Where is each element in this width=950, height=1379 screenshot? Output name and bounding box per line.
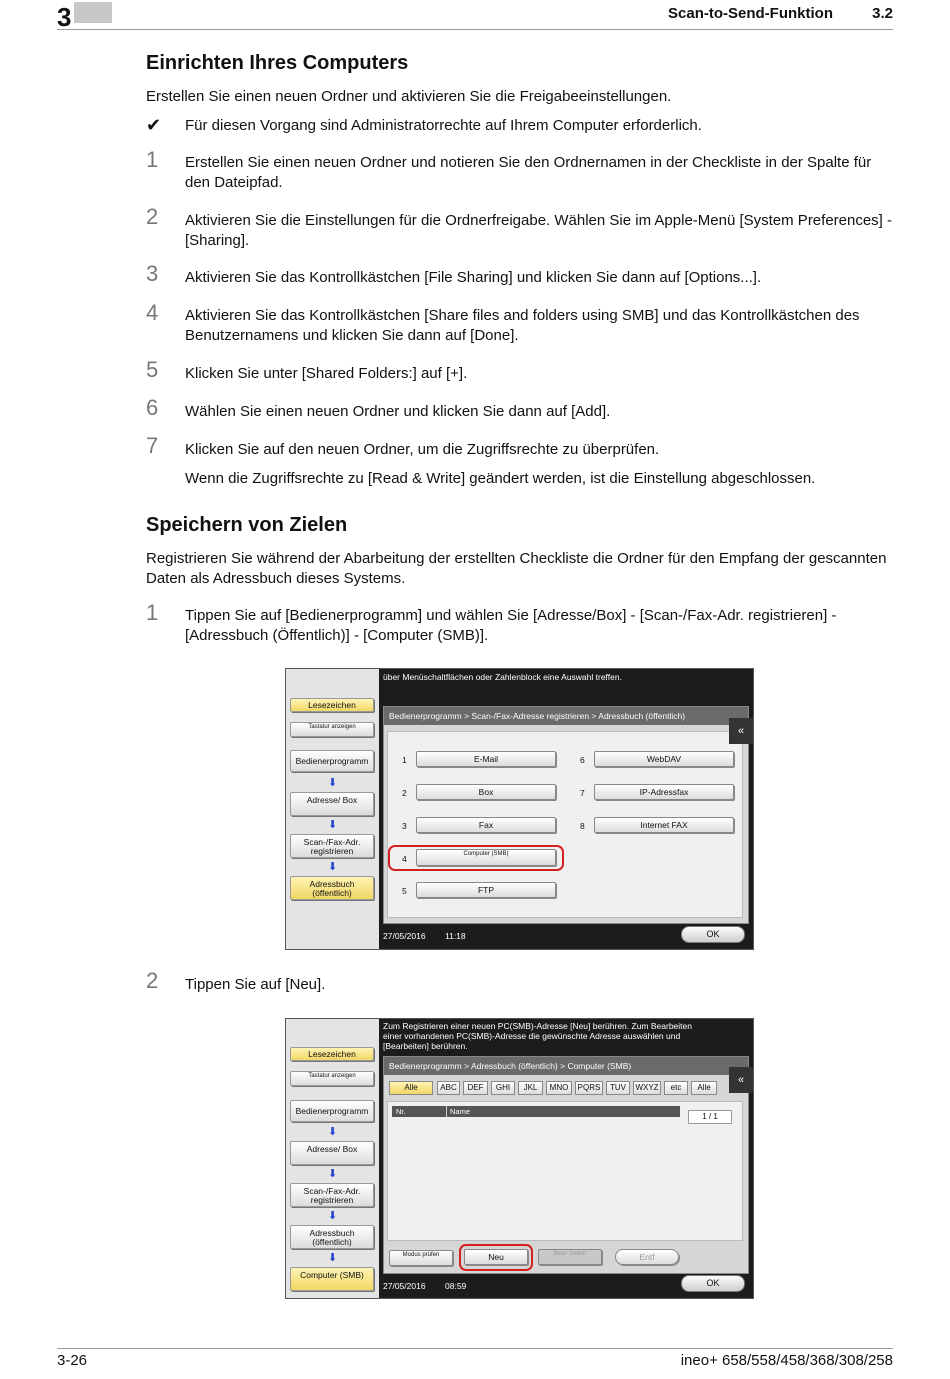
tab-alle-2[interactable]: Alle (691, 1081, 717, 1095)
keyboard-button[interactable]: Tastatur anzeigen (290, 1071, 374, 1086)
tab-abc[interactable]: ABC (437, 1081, 460, 1095)
nav-scan-fax[interactable]: Scan-/Fax-Adr. registrieren (290, 834, 374, 858)
menu-fax[interactable]: Fax (416, 817, 556, 833)
left-panel (286, 1019, 379, 1298)
screen-date: 27/05/2016 (383, 931, 426, 941)
screen-date: 27/05/2016 (383, 1281, 426, 1291)
menu-area (387, 731, 743, 918)
breadcrumb: Bedienerprogramm > Scan-/Fax-Adresse registrieren > Adressbuch (öffentlich) (384, 707, 748, 725)
step-number: 1 (146, 600, 159, 625)
page-number: 3-26 (57, 1352, 88, 1369)
down-arrow-icon: ⬇ (328, 777, 338, 789)
down-arrow-icon: ⬇ (328, 1126, 338, 1138)
step-number: 6 (146, 395, 159, 420)
step-text: Tippen Sie auf [Neu]. (185, 976, 326, 993)
address-list (387, 1101, 743, 1241)
column-name: Name (446, 1106, 470, 1117)
section2-intro: Registrieren Sie während der Abarbeitung der erstellten Checkliste die Ordner für den Empfang der gescannten Daten als Adressbuch dieses Systems. (146, 550, 887, 587)
screen-message: über Menüschaltflächen oder Zahlenblock eine Auswahl treffen. (383, 672, 622, 682)
column-nr: Nr. (396, 1107, 406, 1116)
step-number: 2 (146, 204, 159, 229)
chapter-number: 3 (57, 2, 72, 32)
nav-computer-smb[interactable]: Computer (SMB) (290, 1267, 374, 1291)
main-panel (383, 706, 749, 924)
screenshot-computer-smb-list (285, 1018, 754, 1299)
bookmark-button[interactable]: Lesezeichen (290, 698, 374, 712)
bookmark-button[interactable]: Lesezeichen (290, 1047, 374, 1061)
tab-def[interactable]: DEF (463, 1081, 488, 1095)
nav-adressbuch[interactable]: Adressbuch (öffentlich) (290, 1225, 374, 1249)
menu-computer-smb[interactable]: Computer (SMB) (416, 849, 556, 866)
back-icon[interactable]: « (729, 718, 753, 744)
down-arrow-icon: ⬇ (328, 1210, 338, 1222)
section2-heading: Speichern von Zielen (146, 514, 348, 536)
step-number: 4 (146, 300, 159, 325)
down-arrow-icon: ⬇ (328, 861, 338, 873)
page-indicator: 1 / 1 (688, 1110, 732, 1124)
nav-adresse-box[interactable]: Adresse/ Box (290, 792, 374, 816)
screen-time: 11:18 (445, 931, 466, 941)
step-text: Aktivieren Sie das Kontrollkästchen [Share files and folders using SMB] und das Kontrollkästchen des Benutzernamens und klicken Sie dann auf [Done]. (185, 307, 860, 344)
step-text: Klicken Sie unter [Shared Folders:] auf [+]. (185, 365, 468, 382)
model-name: ineo+ 658/558/458/368/308/258 (680, 1352, 893, 1369)
screenshot-address-menu (285, 668, 754, 950)
chapter-box (74, 2, 112, 23)
section-number: 3.2 (872, 5, 893, 22)
step-text: Wählen Sie einen neuen Ordner und klicken Sie dann auf [Add]. (185, 403, 611, 420)
nav-adressbuch[interactable]: Adressbuch (öffentlich) (290, 876, 374, 900)
nav-bedienerprogramm[interactable]: Bedienerprogramm (290, 1100, 374, 1122)
list-header (392, 1106, 680, 1117)
step7-note: Wenn die Zugriffsrechte zu [Read & Write] geändert werden, ist die Einstellung abgeschlossen. (185, 470, 816, 487)
tab-alle[interactable]: Alle (389, 1081, 433, 1095)
menu-number: 6 (580, 755, 585, 765)
down-arrow-icon: ⬇ (328, 1168, 338, 1180)
menu-email[interactable]: E-Mail (416, 751, 556, 767)
step-number: 2 (146, 968, 159, 993)
tab-jkl[interactable]: JKL (518, 1081, 543, 1095)
down-arrow-icon: ⬇ (328, 1252, 338, 1264)
menu-number: 4 (402, 854, 407, 864)
tab-ghi[interactable]: GHI (491, 1081, 515, 1095)
page-footer (57, 1348, 893, 1369)
menu-number: 5 (402, 886, 407, 896)
section1-heading: Einrichten Ihres Computers (146, 52, 409, 74)
main-panel (383, 1056, 749, 1274)
section1-note: Für diesen Vorgang sind Administratorrechte auf Ihrem Computer erforderlich. (185, 117, 702, 134)
edit-button[interactable]: Bear- beiten (538, 1249, 602, 1265)
breadcrumb: Bedienerprogramm > Adressbuch (öffentlich) > Computer (SMB) (384, 1057, 748, 1075)
screen-message: Zum Registrieren einer neuen PC(SMB)-Adresse [Neu] berühren. Zum Bearbeiten einer vorhandenen PC(SMB)-Adresse die gewünschte Adresse auswählen und [Bearbeiten] berühren. (383, 1021, 692, 1051)
step-number: 5 (146, 357, 159, 382)
check-icon: ✔ (146, 115, 162, 135)
tab-pqrs[interactable]: PQRS (575, 1081, 603, 1095)
down-arrow-icon: ⬇ (328, 819, 338, 831)
menu-number: 3 (402, 821, 407, 831)
new-button[interactable]: Neu (464, 1249, 528, 1265)
step-text: Klicken Sie auf den neuen Ordner, um die Zugriffsrechte zu überprüfen. (185, 441, 660, 458)
menu-box[interactable]: Box (416, 784, 556, 800)
menu-number: 7 (580, 788, 585, 798)
step-text: Tippen Sie auf [Bedienerprogramm] und wählen Sie [Adresse/Box] - [Scan-/Fax-Adr. registrieren] - [Adressbuch (Öffentlich)] - [Computer (SMB)]. (185, 607, 837, 644)
ok-button[interactable]: OK (681, 1275, 745, 1292)
menu-number: 1 (402, 755, 407, 765)
step-number: 1 (146, 147, 159, 172)
menu-internet-fax[interactable]: Internet FAX (594, 817, 734, 833)
menu-number: 2 (402, 788, 407, 798)
nav-scan-fax[interactable]: Scan-/Fax-Adr. registrieren (290, 1183, 374, 1207)
delete-button[interactable]: Entf (615, 1249, 679, 1265)
tab-mno[interactable]: MNO (546, 1081, 572, 1095)
menu-webdav[interactable]: WebDAV (594, 751, 734, 767)
nav-adresse-box[interactable]: Adresse/ Box (290, 1141, 374, 1165)
keyboard-button[interactable]: Tastatur anzeigen (290, 722, 374, 737)
step-text: Aktivieren Sie das Kontrollkästchen [File Sharing] und klicken Sie dann auf [Options...]. (185, 269, 762, 286)
tab-wxyz[interactable]: WXYZ (633, 1081, 661, 1095)
chapter-title: Scan-to-Send-Funktion (668, 5, 833, 22)
ok-button[interactable]: OK (681, 926, 745, 943)
step-text: Aktivieren Sie die Einstellungen für die Ordnerfreigabe. Wählen Sie im Apple-Menü [System Preferences] - [Sharing]. (185, 212, 893, 249)
back-icon[interactable]: « (729, 1067, 753, 1093)
menu-ftp[interactable]: FTP (416, 882, 556, 898)
left-panel (286, 669, 379, 949)
page-header (57, 0, 893, 30)
tab-etc[interactable]: etc (664, 1081, 688, 1095)
step-text: Erstellen Sie einen neuen Ordner und notieren Sie den Ordnernamen in der Checkliste in der Spalte für den Dateipfad. (185, 154, 872, 191)
step-number: 7 (146, 433, 159, 458)
check-mode-button[interactable]: Modus prüfen (389, 1250, 453, 1266)
nav-bedienerprogramm[interactable]: Bedienerprogramm (290, 750, 374, 772)
step-number: 3 (146, 261, 159, 286)
menu-ip-fax[interactable]: IP-Adressfax (594, 784, 734, 800)
section1-intro: Erstellen Sie einen neuen Ordner und aktivieren Sie die Freigabeeinstellungen. (146, 88, 672, 105)
menu-number: 8 (580, 821, 585, 831)
tab-tuv[interactable]: TUV (606, 1081, 630, 1095)
screen-time: 08:59 (445, 1281, 467, 1291)
